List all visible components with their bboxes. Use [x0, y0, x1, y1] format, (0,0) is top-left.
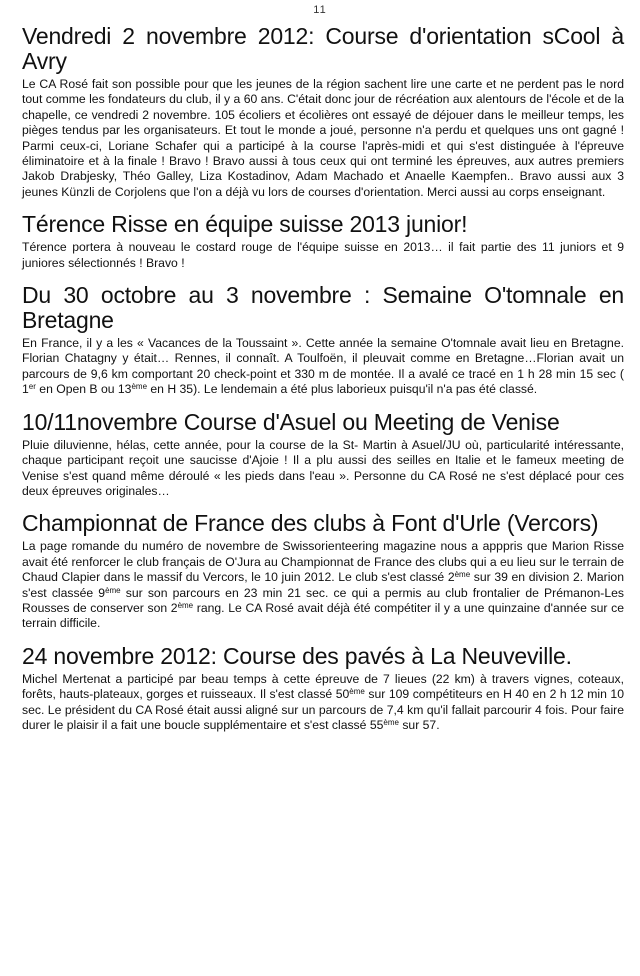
- article-body: [22, 539, 624, 631]
- article-avry: [22, 24, 624, 200]
- text-run: sur 109 compétiteurs en H 40 en 2 h 12 min 10 sec. Le président du CA Rosé était aussi aligné sur un parcours de 7,4 km qu'il fallait parcourir 4 fois. Pour faire durer le plaisir il a fait une boucle supplémentaire et s'est classé 55: [22, 687, 624, 732]
- article-title: Vendredi 2 novembre 2012: Course d'orientation sCool à Avry: [22, 23, 624, 74]
- text-run: en H 35). Le lendemain a été plus laborieux puisqu'il n'a pas été classé.: [147, 382, 538, 397]
- article-title: Térence Risse en équipe suisse 2013 junior!: [22, 211, 468, 238]
- article-paves: [22, 644, 624, 734]
- newsletter-content: [22, 24, 624, 745]
- article-asuel: [22, 410, 624, 500]
- article-title: Du 30 octobre au 3 novembre : Semaine O'tomnale en Bretagne: [22, 282, 624, 334]
- article-body: [22, 438, 624, 500]
- text-run: Le CA Rosé fait son possible pour que les jeunes de la région sachent lire une carte et ne perdent pas le nord tout comme les fondateurs du club, il y a 60 ans. C'était donc jour de récréation aux alentours de l'école et de la chapelle, ce vendredi 2 novembre. 105 écoliers et écolières ont essayé de déjouer dans le meilleur temps, les pièges tendus par les organisateurs. Et tout le monde a joué, personne n'a perdu et quelques uns ont gagné ! Parmi ceux-ci, Loriane Schafer qui a participé à la course l'après-midi et qui s'est distinguée à l'épreuve éliminatoire et à la finale ! Bravo ! Bravo aussi à tous ceux qui ont terminé les épreuves, aux autres premiers Jakob Drabjesky, Théo Galley, Liza Kostadinov, Adam Machado et Anaelle Kaempfen.. Bravo aussi aux 3 jeunes Künzli de Corjolens que l'on a déjà vu lors de courses d'orientation. Merci aussi au corps enseignant.: [22, 77, 624, 199]
- superscript: ème: [177, 600, 194, 610]
- article-bretagne: [22, 283, 624, 398]
- article-title: Championnat de France des clubs à Font d'Urle (Vercors): [22, 510, 599, 537]
- text-run: sur 39 en division 2. Marion s'est classée 9: [22, 570, 624, 600]
- superscript: ème: [105, 585, 121, 595]
- article-title: 10/11novembre Course d'Asuel ou Meeting de Venise: [22, 408, 560, 435]
- article-title: 24 novembre 2012: Course des pavés à La Neuveville.: [22, 642, 572, 669]
- text-run: sur son parcours en 23 min 21 sec. ce qui a permis au club frontalier de Prémanon-Les Rousses de conserver son 2: [22, 585, 624, 615]
- superscript: ème: [349, 687, 365, 697]
- text-run: La page romande du numéro de novembre de Swissorienteering magazine nous a apppris que Marion Risse avait été renforcer le club français de O'Jura au Championnat de France des clubs qui a eu lieu sur le terrain de Chaud Clapier dans le massif du Vercors, le 10 juin 2012. Le club s'est classé 2: [22, 539, 624, 585]
- text-run: Pluie diluvienne, hélas, cette année, pour la course de la St- Martin à Asuel/JU où, particularité intéressante, chaque participant reçoit une saucisse d'Ajoie ! Il a plu aussi des seilles en Italie et le fameux meeting de Venise s'est quand même déroulé « les pieds dans l'eau ». Personne du CA Rosé ne s'est déplacé pour ces deux épreuves originales…: [22, 437, 624, 498]
- page-number: 11: [313, 4, 327, 16]
- article-body: [22, 240, 624, 271]
- superscript: ème: [454, 570, 471, 580]
- superscript: ème: [383, 717, 399, 727]
- text-run: sur 57.: [398, 717, 440, 732]
- text-run: en Open B ou 13: [35, 382, 132, 397]
- text-run: Térence portera à nouveau le costard rouge de l'équipe suisse en 2013… il fait partie des 11 juniors et 9 juniores sélectionnés ! Bravo !: [22, 240, 624, 270]
- article-body: [22, 336, 624, 398]
- article-font-durle: [22, 511, 624, 631]
- text-run: Michel Mertenat a participé par beau temps à cette épreuve de 7 lieues (22 km) à travers vignes, coteaux, forêts, hauts-plateaux, gorges et ruisseaux. Il s'est classé 50: [22, 671, 624, 702]
- article-body: [22, 77, 624, 200]
- article-body: [22, 672, 624, 734]
- text-run: rang. Le CA Rosé avait déjà été compétiter il y a une quinzaine d'année sur ce terrain difficile.: [22, 600, 624, 631]
- text-run: En France, il y a les « Vacances de la Toussaint ». Cette année la semaine O'tomnale avait lieu en Bretagne. Florian Chatagny y était… Rennes, il connaît. A Toulfoën, il pleuvait comme en Bretagne…Florian avait un parcours de 9,6 km comportant 20 check-point et 330 m de montée. Il a avalé ce tracé en 1 h 28 min 15 sec ( 1: [22, 336, 624, 397]
- superscript: er: [28, 382, 36, 392]
- superscript: ème: [131, 382, 148, 392]
- article-terence: [22, 212, 624, 271]
